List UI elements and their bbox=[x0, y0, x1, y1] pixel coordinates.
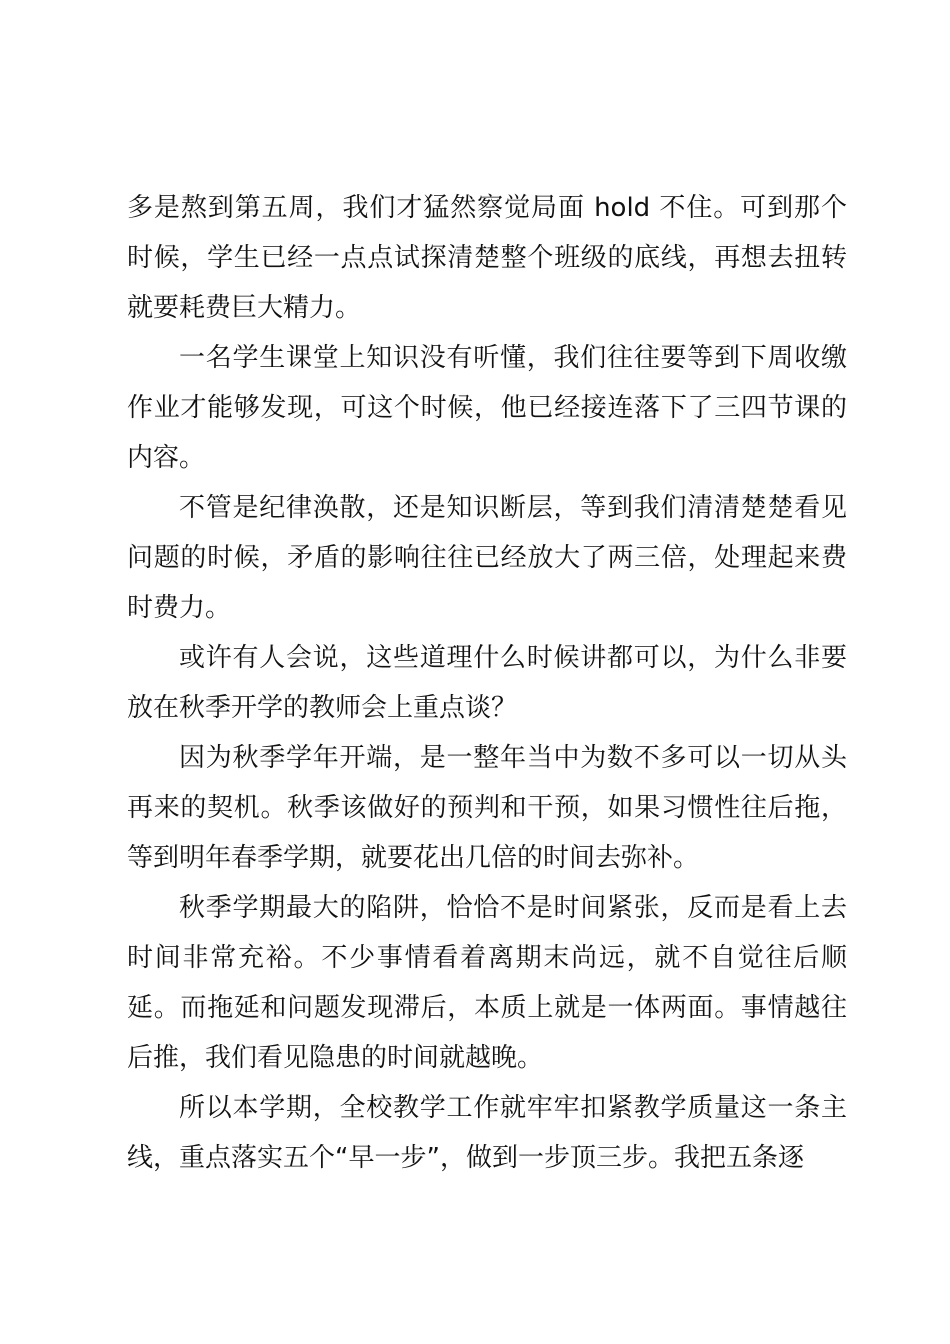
paragraph-continuation: 多是熬到第五周，我们才猛然察觉局面 hold 不住。可到那个时候，学生已经一点点试探清楚整个班级的底线，再想去扭转就要耗费巨大精力。 bbox=[127, 193, 847, 323]
paragraph: 不管是纪律涣散，还是知识断层，等到我们清清楚楚看见问题的时候，矛盾的影响往往已经放大了两三倍，处理起来费时费力。 bbox=[127, 493, 847, 623]
paragraph: 所以本学期，全校教学工作就牢牢扣紧教学质量这一条主线，重点落实五个“早一步”，做到一步顶三步。我把五条逐 bbox=[127, 1093, 847, 1173]
paragraph: 因为秋季学年开端，是一整年当中为数不多可以一切从头再来的契机。秋季该做好的预判和干预，如果习惯性往后拖，等到明年春季学期，就要花出几倍的时间去弥补。 bbox=[127, 743, 847, 873]
paragraph: 一名学生课堂上知识没有听懂，我们往往要等到下周收缴作业才能够发现，可这个时候，他已经接连落下了三四节课的内容。 bbox=[127, 343, 847, 473]
paragraph: 秋季学期最大的陷阱，恰恰不是时间紧张，反而是看上去时间非常充裕。不少事情看着离期末尚远，就不自觉往后顺延。而拖延和问题发现滞后，本质上就是一体两面。事情越往后推，我们看见隐患的时间就越晚。 bbox=[127, 893, 847, 1073]
body-text bbox=[127, 183, 847, 1183]
paragraph: 或许有人会说，这些道理什么时候讲都可以，为什么非要放在秋季开学的教师会上重点谈？ bbox=[127, 643, 847, 723]
